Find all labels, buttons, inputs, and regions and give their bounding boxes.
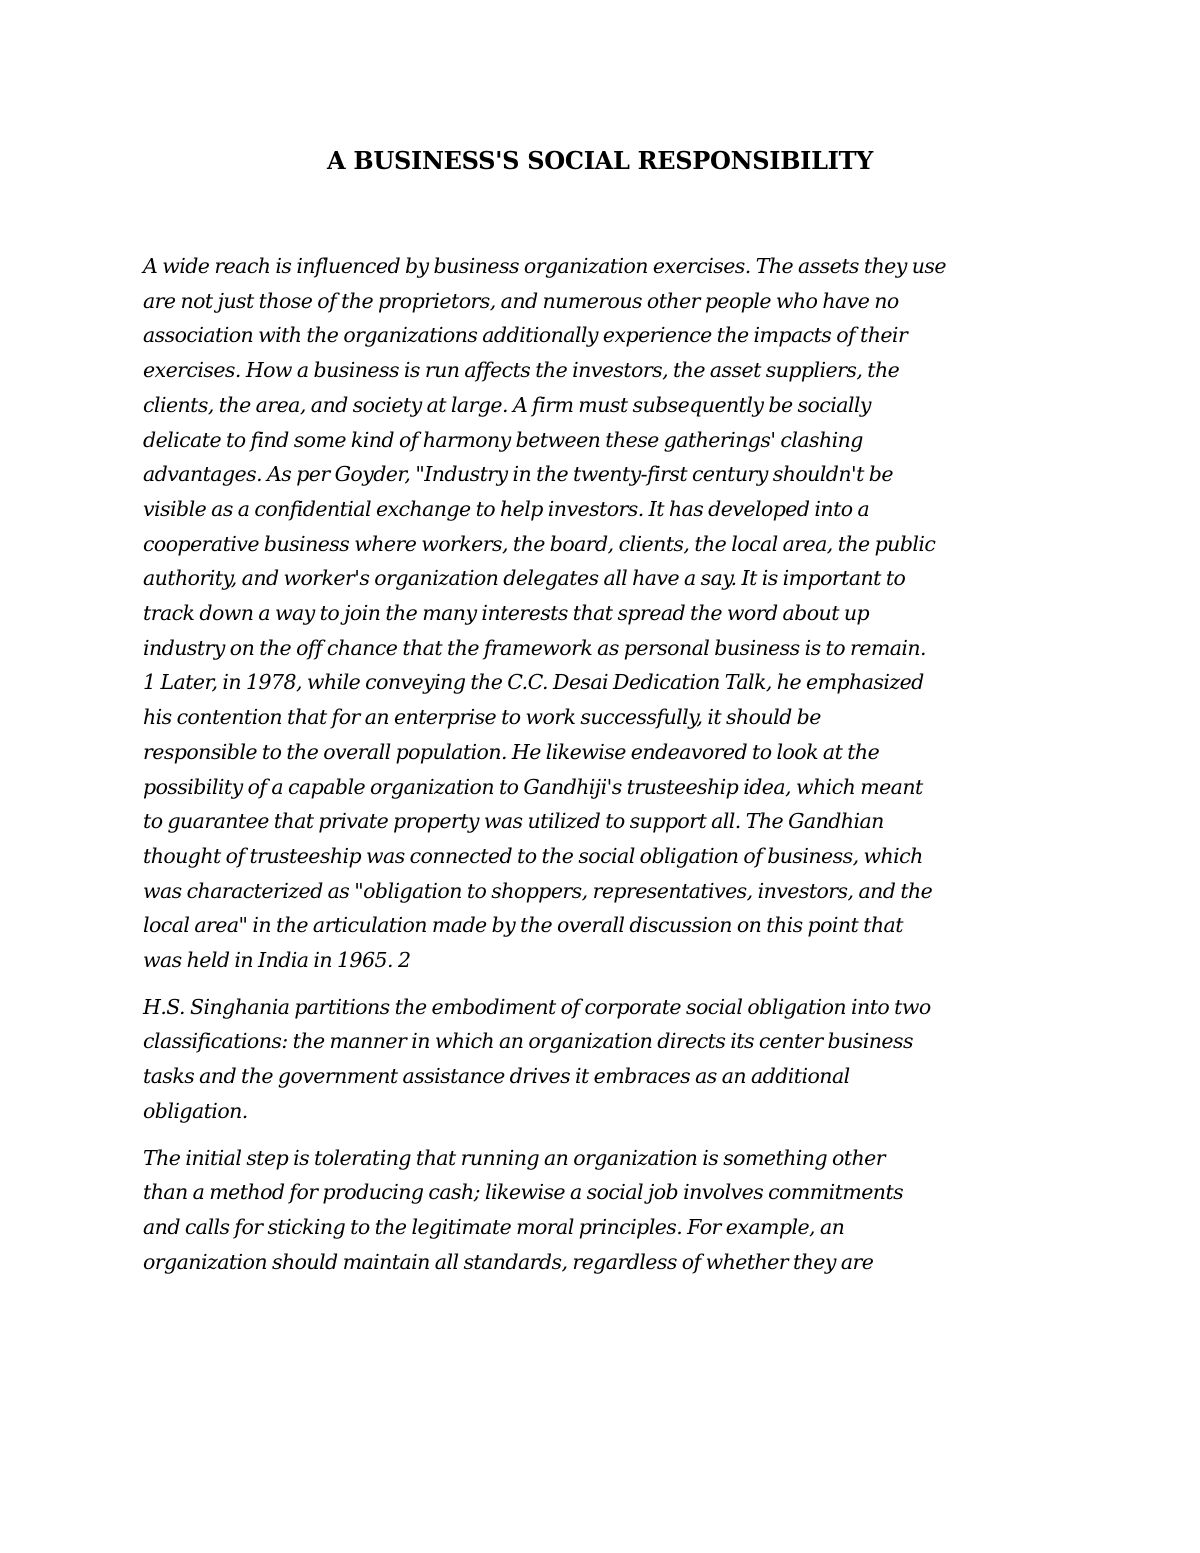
- text-line: and calls for sticking to the legitimate moral principles. For example, an: [143, 1214, 845, 1239]
- text-line: to guarantee that private property was utilized to support all. The Gandhian: [143, 809, 884, 834]
- text-line: was characterized as "obligation to shoppers, representatives, investors, and the: [143, 878, 933, 903]
- text-line: tasks and the government assistance drives it embraces as an additional: [143, 1064, 850, 1089]
- text-line: organization should maintain all standards, regardless of whether they are: [143, 1249, 874, 1274]
- text-line: classifications: the manner in which an organization directs its center business: [143, 1029, 913, 1054]
- paragraph-3: [143, 1141, 1063, 1280]
- paragraph-spacer: [143, 978, 1063, 990]
- text-line: visible as a confidential exchange to help investors. It has developed into a: [143, 496, 870, 521]
- text-line: was held in India in 1965. 2: [143, 948, 411, 973]
- text-line: A wide reach is influenced by business organization exercises. The assets they use: [143, 254, 946, 278]
- text-line: responsible to the overall population. He likewise endeavored to look at the: [143, 739, 880, 764]
- text-line: association with the organizations additionally experience the impacts of their: [143, 323, 908, 348]
- text-line: exercises. How a business is run affects the investors, the asset suppliers, the: [143, 358, 900, 383]
- text-line: delicate to find some kind of harmony between these gatherings' clashing: [143, 427, 863, 452]
- text-line: cooperative business where workers, the board, clients, the local area, the public: [143, 531, 936, 556]
- text-line: advantages. As per Goyder, "Industry in the twenty-first century shouldn't be: [143, 462, 893, 487]
- text-line: 1 Later, in 1978, while conveying the C.C. Desai Dedication Talk, he emphasized: [143, 670, 924, 695]
- text-line: The initial step is tolerating that running an organization is something other: [143, 1145, 885, 1170]
- text-line: are not just those of the proprietors, and numerous other people who have no: [143, 288, 899, 313]
- document-body: [143, 249, 1063, 1279]
- text-line: local area" in the articulation made by the overall discussion on this point that: [143, 913, 903, 938]
- document-title: A BUSINESS'S SOCIAL RESPONSIBILITY: [327, 146, 873, 175]
- text-line: track down a way to join the many interests that spread the word about up: [143, 601, 870, 626]
- paragraph-1: [143, 249, 1063, 978]
- text-line: clients, the area, and society at large. A firm must subsequently be socially: [143, 392, 871, 417]
- text-line: thought of trusteeship was connected to the social obligation of business, which: [143, 843, 923, 868]
- paragraph-2: [143, 990, 1063, 1129]
- text-line: obligation.: [143, 1098, 248, 1123]
- paragraph-spacer: [143, 1129, 1063, 1141]
- text-line: possibility of a capable organization to Gandhiji's trusteeship idea, which meant: [143, 774, 923, 799]
- text-line: H.S. Singhania partitions the embodiment of corporate social obligation into two: [143, 994, 931, 1019]
- text-line: authority, and worker's organization delegates all have a say. It is important to: [143, 566, 906, 591]
- text-line: his contention that for an enterprise to work successfully, it should be: [143, 705, 821, 730]
- text-line: than a method for producing cash; likewise a social job involves commitments: [143, 1180, 904, 1205]
- text-line: industry on the off chance that the framework as personal business is to remain.: [143, 635, 927, 660]
